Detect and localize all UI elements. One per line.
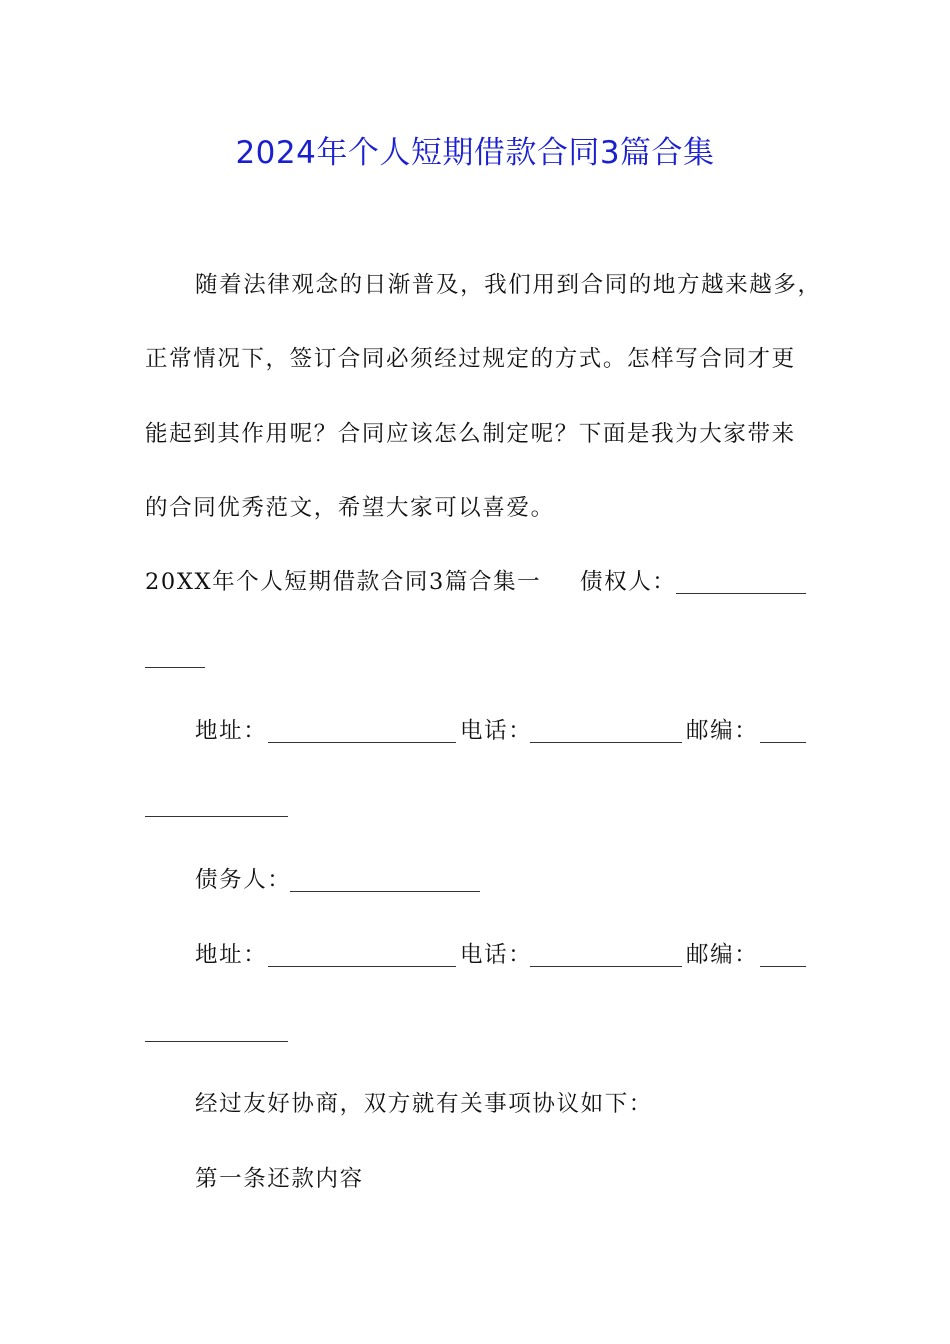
debtor-postcode-label: 邮编： [686, 942, 759, 968]
debtor-label: 债务人： [195, 867, 292, 893]
creditor-address-blank [268, 741, 456, 743]
debtor-postcode-blank [760, 965, 806, 967]
section-heading: 20XX年个人短期借款合同3篇合集一 [145, 569, 542, 595]
intro-line-4: 的合同优秀范文，希望大家可以喜爱。 [145, 495, 555, 521]
intro-line-2: 正常情况下，签订合同必须经过规定的方式。怎样写合同才更 [145, 346, 796, 372]
document-title: 2024年个人短期借款合同3篇合集 [235, 135, 715, 171]
debtor-phone-blank [530, 965, 682, 967]
creditor-phone-blank [530, 741, 682, 743]
article-1-heading: 第一条还款内容 [195, 1166, 364, 1192]
creditor-label: 债权人： [580, 569, 677, 595]
creditor-postcode-blank [760, 741, 806, 743]
debtor-address-blank [268, 965, 456, 967]
intro-line-1: 随着法律观念的日渐普及，我们用到合同的地方越来越多， [195, 272, 822, 298]
negotiation-text: 经过友好协商，双方就有关事项协议如下： [195, 1091, 653, 1117]
creditor-phone-label: 电话： [460, 718, 533, 744]
intro-line-3: 能起到其作用呢？合同应该怎么制定呢？下面是我为大家带来 [145, 421, 796, 447]
debtor-address-label: 地址： [195, 942, 268, 968]
creditor-blank-cont [145, 666, 205, 668]
creditor-blank [676, 592, 806, 594]
creditor-address-label: 地址： [195, 718, 268, 744]
debtor-blank [290, 890, 480, 892]
debtor-postcode-blank-cont [145, 1040, 288, 1042]
debtor-phone-label: 电话： [460, 942, 533, 968]
creditor-postcode-blank-cont [145, 815, 288, 817]
creditor-postcode-label: 邮编： [686, 718, 759, 744]
